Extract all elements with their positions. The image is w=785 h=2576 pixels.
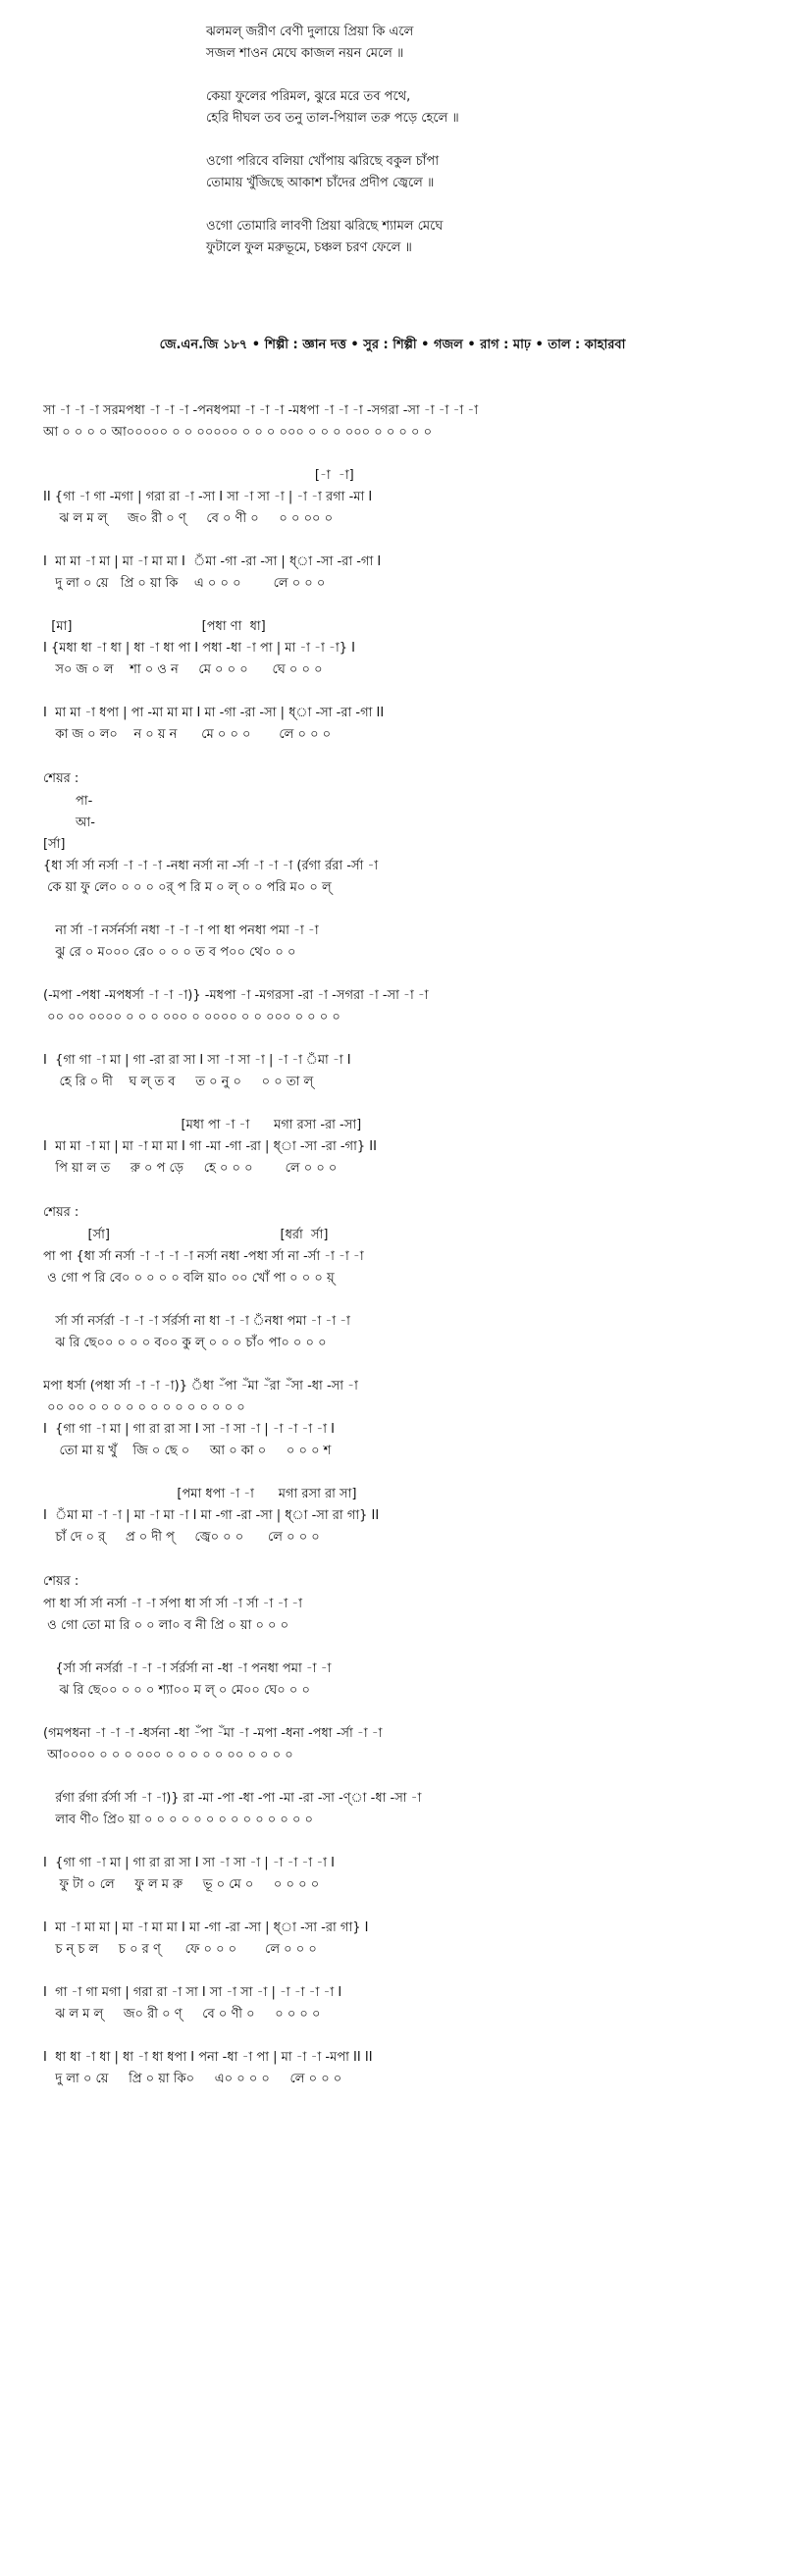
lyrics-stanza (206, 151, 736, 194)
notation-line: কা জ ০ ল০ ন ০ য় ন মে ০ ০ ০ লে ০ ০ ০ (43, 727, 332, 742)
notation-spacer (43, 1961, 759, 1982)
notation-line: (গমপধনা -া -া -া -ধর্সনা -ধা -ঁপা -ঁমা -া -মপা -ধনা -পধা -র্সা -া -া (43, 1726, 383, 1741)
notation-line: I {গা গা -া মা | গা রা রা সা I সা -া সা -া | -া -া -া -া I (43, 1856, 335, 1870)
lyrics-stanza (206, 86, 736, 130)
notation-spacer (43, 1766, 759, 1788)
notation-line: র্সা র্সা নর্সর্রা -া -া -া র্সর্রর্সা না ধা -া -া ঁনধা পমা -া -া -া (43, 1314, 350, 1329)
notation-line: সা -া -া -া সরমপধা -া -া -া -পনধপমা -া -া -া -মধপা -া -া -া -সগরা -সা -া -া -া -া (43, 403, 479, 418)
notation-line: লাব ণী০ প্রি০ য়া ০ ০ ০ ০ ০ ০ ০ ০ ০ ০ ০ ০ ০ ০ (43, 1813, 314, 1827)
notation-spacer (43, 444, 759, 465)
notation-line: ও গো প রি বে০ ০ ০ ০ ০ বলি য়া০ ০০ খোঁ পা ০ ০ ০ য়্ (43, 1271, 335, 1286)
notation-line: I মা মা -া মা | মা -া মা মা I ঁমা -গা -রা -সা | ধ্া -সা -রা -গা I (43, 554, 382, 569)
notation-line: হে রি ০ দী ঘ ল্ ত ব ত ০ নু ০ ০ ০ তা ল্ (43, 1075, 314, 1089)
notation-line: I মা -া মা মা | মা -া মা মা I মা -গা -রা -সা | ধ্া -সা -রা গা} I (43, 1920, 369, 1935)
notation-spacer (43, 1289, 759, 1311)
notation-line: দু লা ০ য়ে প্রি ০ য়া কি এ ০ ০ ০ লে ০ ০ ০ (43, 576, 326, 591)
notation-spacer (43, 964, 759, 985)
notation-spacer (43, 681, 759, 703)
notation-line: পি য়া ল ত রু ০ প ড়ে হে ০ ০ ০ লে ০ ০ ০ (43, 1161, 338, 1176)
section-heading: শেয়র : (43, 1205, 79, 1220)
notation-line: স০ জ ০ ল শা ০ ও ন মে ০ ০ ০ ঘে ০ ০ ০ (43, 662, 323, 677)
notation-line: [মধা পা -া -া মগা রসা -রা -সা] (43, 1118, 362, 1132)
lyrics-line: ঝলমল্ জরীণ বেণী দুলায়ে প্রিয়া কি এলে (206, 25, 414, 39)
lyrics-stanza (206, 216, 736, 259)
notation-spacer (43, 1028, 759, 1050)
notation-spacer (43, 899, 759, 920)
notation-line: [র্সা] (43, 837, 66, 852)
notation-spacer (43, 1549, 759, 1570)
notation-spacer (43, 1354, 759, 1376)
notation-line: ঝ ল ম ল্ জ০ রী ০ ণ্ বে ০ ণী ০ ০ ০ ০০ ০ (43, 511, 334, 526)
lyrics-line: ওগো পরিবে বলিয়া খোঁপায় ঝরিছে বকুল চাঁপা (206, 154, 440, 169)
notation-line: পা পা {ধা র্সা নর্সা -া -া -া -া নর্সা নধা -পধা র্সা না -র্সা -া -া -া (43, 1249, 364, 1264)
notation-line: ০০ ০০ ০০০০ ০ ০ ০ ০০০ ০ ০০০০ ০ ০ ০০০ ০ ০ ০ ০ (43, 1010, 340, 1025)
notation-spacer (43, 1896, 759, 1918)
notation-spacer (43, 1637, 759, 1658)
notation-spacer (43, 2025, 759, 2047)
notation-line: ঝু রে ০ ম০০০ রে০ ০ ০ ০ ত ব প০০ থে০ ০ ০ (43, 945, 296, 960)
notation-line: ঝ ল ম ল্ জ০ রী ০ ণ্ বে ০ ণী ০ ০ ০ ০ ০ (43, 2007, 321, 2022)
lyrics-block (206, 22, 736, 281)
notation-spacer (43, 746, 759, 767)
notation-line: পা- (43, 794, 93, 809)
notation-spacer (43, 1180, 759, 1201)
lyrics-line: সজল শাওন মেঘে কাজল নয়ন মেলে ॥ (206, 46, 404, 61)
song-meta-line: জে.এন.জি ১৮৭ • শিল্পী : জ্ঞান দত্ত • সুর : শিল্পী • গজল • রাগ : মাঢ় • তাল : কাহারবা (159, 338, 626, 352)
lyrics-line: ওগো তোমারি লাবণী প্রিয়া ঝরিছে শ্যামল মেঘে (206, 219, 444, 234)
notation-line: না র্সা -া নর্সর্নর্সা নধা -া -া -া পা ধা পনধা পমা -া -া (43, 923, 319, 938)
notation-block (43, 400, 759, 2090)
notation-line: পা ধা র্সা র্সা নর্সা -া -া র্সপা ধা র্সা র্সা -া র্সা -া -া -া (43, 1597, 302, 1611)
notation-line: {ধা র্সা র্সা নর্সা -া -া -া -নধা নর্সা না -র্সা -া -া -া (র্রগা র্ররা -র্সা -া (43, 859, 379, 873)
notation-line: তো মা য় খুঁ জি ০ ছে ০ আ ০ কা ০ ০ ০ ০ শ (43, 1444, 332, 1458)
notation-line: {র্সা র্সা নর্সর্রা -া -া -া র্সর্রর্সা না -ধা -া পনধা পমা -া -া (43, 1661, 332, 1676)
notation-spacer (43, 1093, 759, 1115)
notation-line: (-মপা -পধা -মপধর্সা -া -া -া)} -মধপা -া -মগরসা -রা -া -সগরা -া -সা -া -া (43, 988, 429, 1003)
notation-line: দু লা ০ য়ে প্রি ০ য়া কি০ এ০ ০ ০ ০ লে ০ ০ ০ (43, 2072, 342, 2086)
notation-line: ০০ ০০ ০ ০ ০ ০ ০ ০ ০ ০ ০ ০ ০ ০ ০ (43, 1400, 245, 1415)
notation-line: [মা] [পধা ণা ধা] (43, 619, 266, 634)
notation-line: I {গা গা -া মা | গা রা রা সা I সা -া সা -া | -া -া -া -া I (43, 1422, 335, 1437)
notation-spacer (43, 1831, 759, 1853)
notation-spacer (43, 595, 759, 616)
section-heading: শেয়র : (43, 1574, 79, 1589)
notation-line: ঝ রি ছে০০ ০ ০ ০ শ্যা০০ ম ল্ ০ মে০০ ঘে০ ০ ০ (43, 1683, 310, 1698)
notation-line: ফু টা ০ লে ফু ল ম রু ভূ ০ মে ০ ০ ০ ০ ০ (43, 1877, 320, 1892)
notation-line: I গা -া গা মগা | গরা রা -া সা I সা -া সা -া | -া -া -া -া I (43, 1985, 342, 2000)
notation-line: কে য়া ফু লে০ ০ ০ ০ ০র্ প রি ম ০ ল্ ০ ০ পরি ম০ ০ ল্ (43, 880, 332, 895)
notation-line: চ ন্ চ ল চ ০ র ণ্ ফে ০ ০ ০ লে ০ ০ ০ (43, 1942, 317, 1957)
notation-line: I মা মা -া মা | মা -া মা মা I গা -মা -গা -রা | ধ্া -সা -রা -গা} II (43, 1139, 377, 1154)
lyrics-line: কেয়া ফুলের পরিমল, ঝুরে মরে তব পথে, (206, 89, 411, 104)
notation-line: I ধা ধা -া ধা | ধা -া ধা ধপা I পনা -ধা -া পা | মা -া -া -মপা II II (43, 2050, 373, 2065)
notation-line: ঝ রি ছে০০ ০ ০ ০ ব০০ কু ল্ ০ ০ ০ চাঁ০ পা০ ০ ০ ০ (43, 1336, 327, 1350)
lyrics-line: ফুটালে ফুল মরুভূমে, চঞ্চল চরণ ফেলে ॥ (206, 240, 412, 255)
notation-line: I মা মা -া ধপা | পা -মা মা মা I মা -গা -রা -সা | ধ্া -সা -রা -গা II (43, 706, 385, 720)
notation-spacer (43, 1702, 759, 1723)
notation-line: II {গা -া গা -মগা | গরা রা -া -সা I সা -া সা -া | -া -া রগা -মা I (43, 490, 373, 504)
notation-line: চাঁ দে ০ র্ প্র ০ দী প্ জ্বে০ ০ ০ লে ০ ০ ০ (43, 1530, 320, 1545)
lyrics-line: হেরি দীঘল তব তনু তাল-পিয়াল তরু পড়ে হেলে ॥ (206, 111, 459, 126)
notation-line: র্রগা র্রগা র্রর্সা র্সা -া -া)} রা -মা -পা -ধা -পা -মা -রা -সা -ণ্া -ধা -সা -া (43, 1791, 422, 1806)
notation-line: I {মধা ধা -া ধা | ধা -া ধা পা I পধা -ধা -া পা | মা -া -া -া} I (43, 641, 355, 656)
notation-line: আ- (43, 815, 95, 830)
section-heading: শেয়র : (43, 771, 79, 786)
lyrics-stanza (206, 22, 736, 65)
notation-line: I ঁমা মা -া -া | মা -া মা -া I মা -গা -রা -সা | ধ্া -সা রা গা} II (43, 1508, 380, 1523)
notation-line: [র্সা] [ধর্রা র্সা] (43, 1228, 329, 1242)
notation-line: [পমা ধপা -া -া মগা রসা রা সা] (43, 1487, 357, 1501)
notation-line: আ ০ ০ ০ ০ আ০০০০০ ০ ০ ০০০০০ ০ ০ ০ ০০০ ০ ০ ০ ০০০ ০ ০ ০ ০ ০ (43, 425, 433, 440)
notation-line: ও গো তো মা রি ০ ০ লা০ ব নী প্রি ০ য়া ০ ০ ০ (43, 1618, 289, 1633)
notation-line: মপা ধর্সা (পধা র্সা -া -া -া)} ঁধা -ঁপা -ঁমা -ঁরা -ঁসা -ধা -সা -া (43, 1379, 358, 1393)
notation-line: আ০০০০ ০ ০ ০ ০০০ ০ ০ ০ ০ ০ ০০ ০ ০ ০ ০ (43, 1748, 293, 1762)
notation-line: I {গা গা -া মা | গা -রা রা সা I সা -া সা -া | -া -া ঁমা -া I (43, 1053, 351, 1068)
lyrics-line: তোমায় খুঁজিছে আকাশ চাঁদের প্রদীপ জ্বেলে ॥ (206, 176, 435, 190)
notation-spacer (43, 530, 759, 552)
notation-line: [-া -া] (43, 468, 354, 483)
notation-spacer (43, 1462, 759, 1484)
